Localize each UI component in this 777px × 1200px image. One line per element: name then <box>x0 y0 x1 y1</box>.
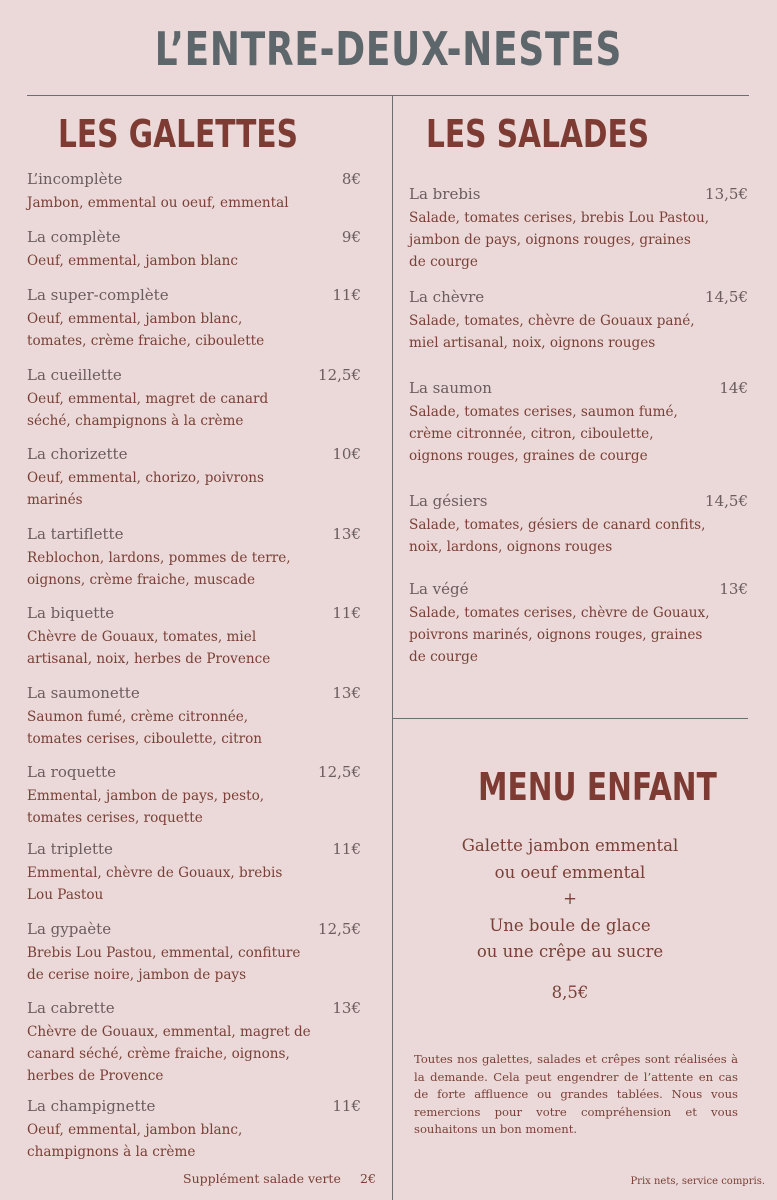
item-name: La cueillette <box>27 366 122 384</box>
top-divider <box>27 95 749 96</box>
item-description-line: marinés <box>27 492 83 508</box>
item-description-line: de cerise noire, jambon de pays <box>27 967 247 983</box>
restaurant-title: L’ENTRE-DEUX-NESTES <box>154 22 623 76</box>
item-description-line: miel artisanal, noix, oignons rouges <box>409 335 656 351</box>
supplement-label: Supplément salade verte <box>183 1171 341 1186</box>
item-price: 13€ <box>332 525 361 543</box>
item-description <box>27 388 268 432</box>
item-description <box>27 862 282 906</box>
item-description-line: Brebis Lou Pastou, emmental, confiture <box>27 945 301 961</box>
item-name: La gésiers <box>409 492 488 510</box>
item-description <box>27 785 264 829</box>
item-price: 14,5€ <box>705 288 748 306</box>
item-description-line: Salade, tomates cerises, saumon fumé, <box>409 404 678 420</box>
menu-enfant-line: ou une crêpe au sucre <box>476 942 664 961</box>
item-description <box>409 207 709 273</box>
item-name: La triplette <box>27 840 113 858</box>
item-name: La roquette <box>27 763 116 781</box>
item-name: La gypaète <box>27 920 112 938</box>
item-description-line: Salade, tomates cerises, chèvre de Gouaux, <box>409 605 710 621</box>
item-price: 13€ <box>332 999 361 1017</box>
item-description-line: Oeuf, emmental, jambon blanc, <box>27 1122 243 1138</box>
item-description <box>27 1119 242 1163</box>
item-price: 11€ <box>332 604 361 622</box>
supplement-price: 2€ <box>360 1171 376 1186</box>
item-description-line: Oeuf, emmental, magret de canard <box>27 391 269 407</box>
item-name: La végé <box>409 580 469 598</box>
item-description <box>409 401 678 467</box>
item-description-line: oignons rouges, graines de courge <box>409 448 648 464</box>
item-description-line: Salade, tomates, chèvre de Gouaux pané, <box>409 313 695 329</box>
item-description-line: Oeuf, emmental, chorizo, poivrons <box>27 470 265 486</box>
item-price: 11€ <box>332 286 361 304</box>
menu-enfant-title: MENU ENFANT <box>478 765 717 809</box>
item-name: La super-complète <box>27 286 169 304</box>
item-price: 11€ <box>332 1097 361 1115</box>
item-description-line: Oeuf, emmental, jambon blanc, <box>27 311 243 327</box>
item-description-line: Salade, tomates cerises, brebis Lou Pastou, <box>409 210 710 226</box>
column-divider <box>392 95 393 1200</box>
item-description <box>27 250 238 272</box>
item-description-line: tomates, crème fraiche, ciboulette <box>27 333 265 349</box>
item-description <box>27 192 289 214</box>
item-name: La champignette <box>27 1097 156 1115</box>
item-description-line: Reblochon, lardons, pommes de terre, <box>27 550 291 566</box>
item-description-line: Salade, tomates, gésiers de canard confits, <box>409 517 706 533</box>
item-name: La tartiflette <box>27 525 124 543</box>
item-description-line: noix, lardons, oignons rouges <box>409 539 613 555</box>
item-description-line: Saumon fumé, crème citronnée, <box>27 709 249 725</box>
item-description-line: Oeuf, emmental, jambon blanc <box>27 253 239 269</box>
galettes-section-title: LES GALETTES <box>58 112 298 156</box>
item-description-line: Lou Pastou <box>27 887 104 903</box>
item-description <box>27 467 264 511</box>
item-price: 13€ <box>332 684 361 702</box>
item-price: 9€ <box>341 228 361 246</box>
menu-enfant-line: Une boule de glace <box>489 915 651 935</box>
item-name: L’incomplète <box>27 170 123 188</box>
item-description-line: jambon de pays, oignons rouges, graines <box>409 232 691 248</box>
item-description <box>27 1021 311 1087</box>
item-description-line: Chèvre de Gouaux, emmental, magret de <box>27 1024 311 1040</box>
item-price: 8€ <box>341 170 361 188</box>
item-description-line: champignons à la crème <box>27 1144 196 1160</box>
menu-enfant-line: + <box>563 889 577 908</box>
item-description-line: artisanal, noix, herbes de Provence <box>27 651 271 667</box>
item-description-line: Jambon, emmental ou oeuf, emmental <box>27 195 289 211</box>
item-description-line: séché, champignons à la crème <box>27 413 244 429</box>
item-name: La cabrette <box>27 999 115 1017</box>
item-description-line: Emmental, jambon de pays, pesto, <box>27 788 265 804</box>
item-name: La saumon <box>409 379 492 397</box>
item-description <box>409 514 705 558</box>
item-price: 13,5€ <box>705 185 748 203</box>
item-price: 12,5€ <box>318 920 361 938</box>
item-name: La chorizette <box>27 445 128 463</box>
item-description-line: canard séché, crème fraiche, oignons, <box>27 1046 290 1062</box>
item-name: La saumonette <box>27 684 140 702</box>
item-price: 14€ <box>719 379 748 397</box>
item-description <box>27 308 264 352</box>
item-name: La chèvre <box>409 288 485 306</box>
menu-enfant-line: ou oeuf emmental <box>494 862 646 882</box>
salades-section-title: LES SALADES <box>426 112 650 156</box>
item-description <box>409 602 710 668</box>
salades-enfant-divider <box>392 718 748 719</box>
item-name: La biquette <box>27 604 115 622</box>
item-description-line: de courge <box>409 649 478 665</box>
item-description-line: tomates cerises, roquette <box>27 810 203 826</box>
item-description-line: poivrons marinés, oignons rouges, graines <box>409 627 703 643</box>
menu-enfant-description <box>420 833 720 966</box>
item-description-line: Emmental, chèvre de Gouaux, brebis <box>27 865 283 881</box>
item-price: 13€ <box>719 580 748 598</box>
item-name: La brebis <box>409 185 481 203</box>
item-name: La complète <box>27 228 121 246</box>
item-description <box>27 626 270 670</box>
item-description-line: tomates cerises, ciboulette, citron <box>27 731 263 747</box>
item-description-line: de courge <box>409 254 478 270</box>
item-description-line: herbes de Provence <box>27 1068 164 1084</box>
item-description <box>27 706 262 750</box>
item-price: 14,5€ <box>705 492 748 510</box>
item-description-line: crème citronnée, citron, ciboulette, <box>409 426 654 442</box>
item-description-line: oignons, crème fraiche, muscade <box>27 572 256 588</box>
menu-enfant-line: Galette jambon emmental <box>461 836 679 855</box>
item-price: 12,5€ <box>318 366 361 384</box>
item-description <box>27 942 300 986</box>
item-price: 11€ <box>332 840 361 858</box>
item-description-line: Chèvre de Gouaux, tomates, miel <box>27 629 257 645</box>
footer-note: Prix nets, service compris. <box>630 1176 765 1187</box>
item-description <box>27 547 291 591</box>
menu-enfant-price: 8,5€ <box>551 983 589 1002</box>
item-price: 10€ <box>332 445 361 463</box>
item-price: 12,5€ <box>318 763 361 781</box>
item-description <box>409 310 695 354</box>
preparation-note: Toutes nos galettes, salades et crêpes sont réalisées à la demande. Cela peut engendrer de l’attente en cas de forte affluence ou grandes tablées. Nous vous remercions pour votre compréhension et vous souhaitons un bon moment. <box>414 1052 738 1136</box>
